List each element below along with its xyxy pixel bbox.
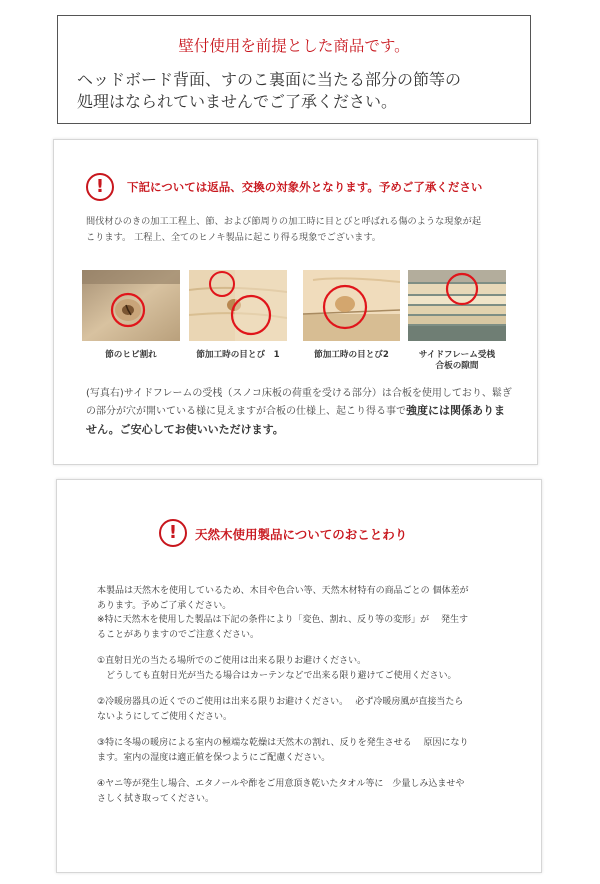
spacer	[97, 724, 469, 736]
photo-caption-1: 節のヒビ割れ	[105, 350, 157, 360]
photo-caption-2: 節加工時の目とび 1	[196, 350, 280, 360]
notice-title: 壁付使用を前提とした商品です。	[178, 37, 410, 55]
natural-wood-line: さしく拭き取ってください。	[97, 793, 215, 804]
natural-wood-line: あります。予めご了承ください。	[97, 600, 232, 611]
natural-wood-line: ①直射日光の当たる場所でのご使用は出来る限りお避けください。	[97, 656, 367, 666]
wood-chip-photo-2	[303, 270, 400, 341]
exclusions-card	[53, 139, 538, 465]
exclamation-icon: !	[86, 173, 114, 201]
exclusions-note-3	[86, 421, 284, 437]
plywood-gap-photo	[408, 270, 506, 341]
natural-wood-text	[97, 584, 469, 806]
natural-wood-line: どうしても直射日光が当たる場合はカーテンなどで出来る限り避けてご使用ください。	[97, 670, 457, 681]
wood-knot-crack-photo	[82, 270, 180, 341]
exclusions-note-2a: の部分が穴が開いている様に見えますが合板の仕様上、起こり得る事で	[86, 406, 406, 417]
wood-chip-photo-1	[189, 270, 287, 341]
spacer	[97, 765, 469, 777]
natural-wood-card	[56, 479, 542, 873]
natural-wood-line: ④ヤニ等が発生し場合、エタノールや酢をご用意頂き乾いたタオル等に 少量しみ込ませや	[97, 779, 465, 789]
notice-line-1: ヘッドボード背面、すのこ裏面に当たる部分の節等の	[77, 70, 462, 89]
exclusions-heading: 下記については返品、交換の対象外となります。予めご了承ください	[127, 180, 483, 194]
natural-wood-line: ※特に天然木を使用した製品は下記の条件により「変色、割れ、反り等の変形」が 発生す	[97, 615, 468, 625]
natural-wood-line: ②冷暖房器具の近くでのご使用は出来る限りお避けください。 必ず冷暖房風が直接当たら	[97, 697, 464, 707]
exclusions-note-1: (写真右)サイドフレームの受桟（スノコ床板の荷重を受ける部分）は合板を使用しており、鬆ぎ	[86, 388, 512, 399]
exclusions-note-2b: 強度には関係ありま	[406, 404, 505, 417]
photo-caption-4b: 合板の隙間	[435, 361, 479, 371]
exclusions-desc-1: 間伐材ひのきの加工工程上、節、および節周りの加工時に目とびと呼ばれる傷のような現象が起	[86, 216, 482, 227]
notice-line-2: 処理はなられていませんでご了承ください。	[77, 92, 398, 111]
natural-wood-heading: 天然木使用製品についてのおことわり	[195, 527, 408, 542]
natural-wood-line: ます。室内の湿度は適正値を保つようにご配慮ください。	[97, 752, 331, 763]
notice-box	[57, 15, 531, 124]
spacer	[97, 683, 469, 695]
photo-caption-3: 節加工時の目とび2	[314, 350, 389, 360]
exclusions-desc-2: こります。 工程上、全てのヒノキ製品に起こり得る現象でございます。	[86, 232, 381, 243]
natural-wood-line: 本製品は天然木を使用しているため、木目や色合い等、天然木材特有の商品ごとの 個体差が	[97, 586, 469, 596]
spacer	[97, 642, 469, 654]
photo-caption-4: サイドフレーム受桟	[418, 350, 496, 360]
exclamation-icon: !	[159, 519, 187, 547]
natural-wood-line: ないようにしてご使用ください。	[97, 711, 233, 722]
natural-wood-line: ③特に冬場の暖房による室内の極端な乾燥は天然木の割れ、反りを発生させる 原因になり	[97, 738, 469, 748]
exclusions-note-3-text: せん。ご安心してお使いいただけます。	[86, 423, 284, 436]
natural-wood-line: ることがありますのでご注意ください。	[97, 629, 260, 640]
exclusions-note-2	[86, 402, 505, 418]
